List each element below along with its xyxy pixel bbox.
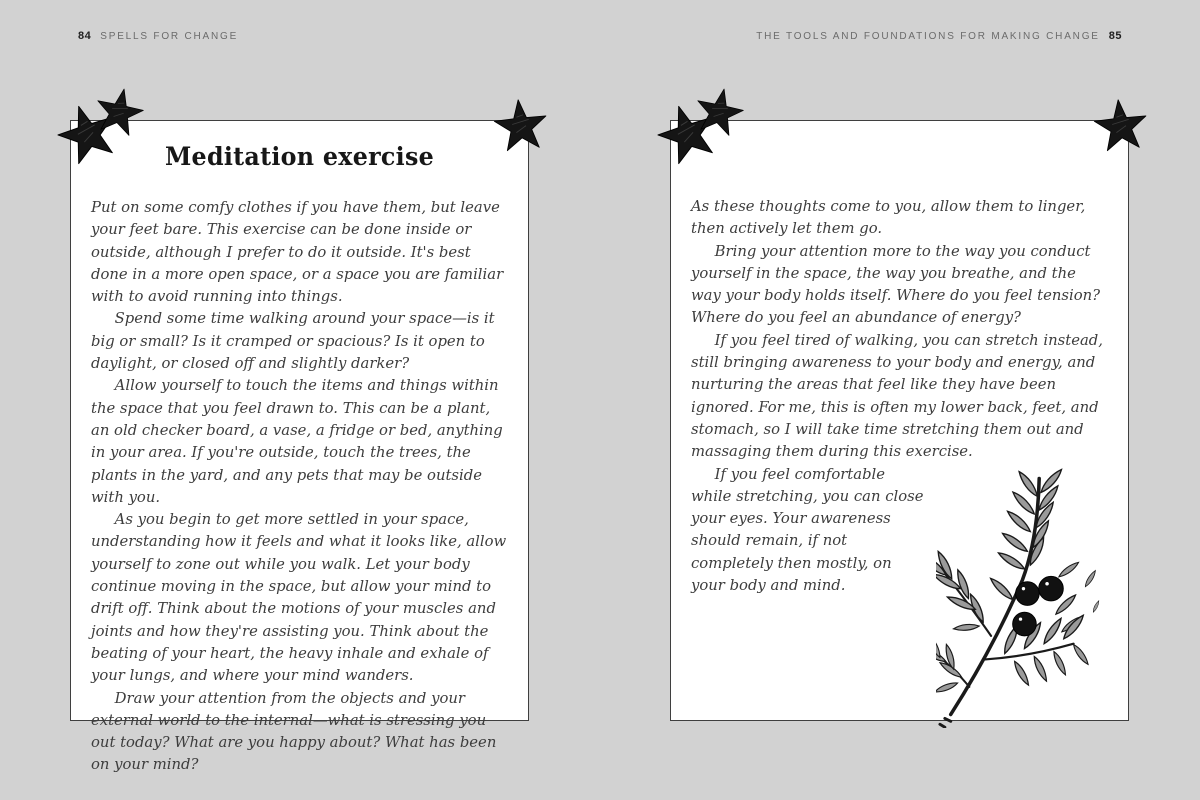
paragraph: If you feel tired of walking, you can stretch instead, still bringing awareness to your body and energy, and nurturing the areas that feel like they have been ignored. For me, this is often my lower back, feet, and stomach, so I will take time stretching them out and massaging them during this exercise. bbox=[691, 331, 1103, 461]
paragraph: Draw your attention from the objects and your external world to the internal—what is stressing you out today? What are you happy about? What has been on your mind? bbox=[91, 689, 497, 774]
star-icon bbox=[88, 82, 150, 144]
running-head-left-title: SPELLS FOR CHANGE bbox=[100, 31, 239, 42]
paragraph: Put on some comfy clothes if you have them, but leave your feet bare. This exercise can be done inside or outside, although I prefer to do it outside. It's best done in a more open space, or a space you are familiar with to avoid running into things. bbox=[91, 199, 504, 306]
running-head-right-title: THE TOOLS AND FOUNDATIONS FOR MAKING CHANGE bbox=[756, 31, 1100, 42]
star-icon bbox=[688, 82, 750, 144]
star-icon bbox=[1089, 95, 1153, 159]
right-page-panel bbox=[670, 120, 1129, 721]
running-head-right bbox=[756, 30, 1122, 42]
paragraph: If you feel comfortable while stretching, you can close your eyes. Your awareness should remain, if not completely then mostly, on your body and mind. bbox=[691, 465, 924, 595]
page-title: Meditation exercise bbox=[164, 142, 435, 171]
paragraph: As these thoughts come to you, allow them to linger, then actively let them go. bbox=[691, 198, 1086, 238]
juniper-sprig-illustration bbox=[936, 466, 1108, 728]
page-number-left: 84 bbox=[78, 30, 92, 42]
right-page-paragraphs bbox=[691, 196, 1108, 464]
paragraph: As you begin to get more settled in your space, understanding how it feels and what it looks like, allow yourself to zone out while you walk. Let your body continue moving in the space, but allow your mind to drift off. Think about the motions of your muscles and joints and how they're assisting you. Think about the beating of your heart, the heavy inhale and exhale of your lungs, and where your mind wanders. bbox=[91, 511, 507, 685]
paragraph: Allow yourself to touch the items and things within the space that you feel drawn to. This can be a plant, an old checker board, a vase, a fridge or bed, anything in your area. If you're outside, touch the trees, the plants in the yard, and any pets that may be outside with you. bbox=[91, 377, 503, 506]
paragraph: Bring your attention more to the way you conduct yourself in the space, the way you breathe, and the way your body holds itself. Where do you feel tension? Where do you feel an abundance of energy? bbox=[691, 242, 1101, 327]
right-page-body bbox=[691, 121, 1108, 597]
star-icon bbox=[489, 95, 553, 159]
page-number-right: 85 bbox=[1108, 30, 1122, 42]
paragraph: Spend some time walking around your space—is it big or small? Is it cramped or spacious? Is it open to daylight, or closed off and slightly darker? bbox=[91, 310, 495, 373]
left-page-panel bbox=[70, 120, 529, 774]
running-head-left bbox=[78, 30, 238, 42]
wrap-section bbox=[691, 464, 1108, 598]
left-page-body bbox=[91, 197, 508, 777]
